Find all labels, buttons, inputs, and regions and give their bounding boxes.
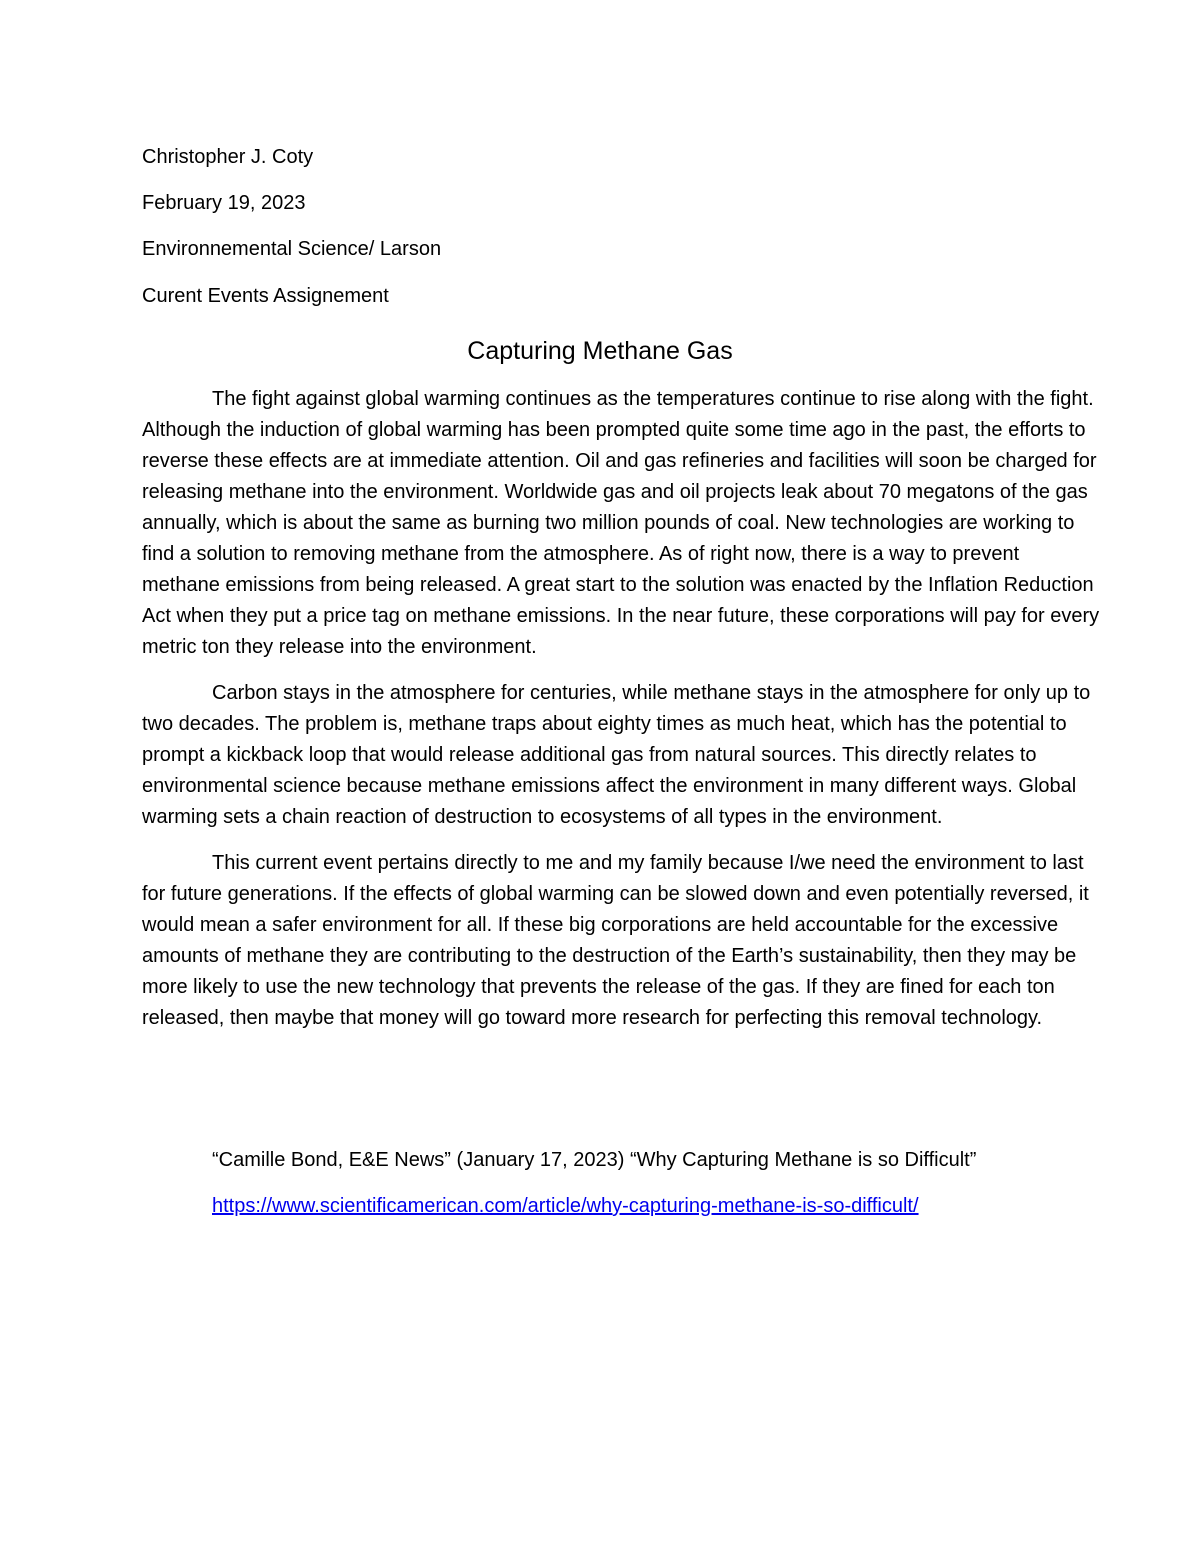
- assignment-name: Curent Events Assignement: [142, 285, 389, 307]
- citation: [212, 1148, 976, 1172]
- document-date: February 19, 2023: [142, 192, 306, 214]
- citation-date-title: (January 17, 2023) “Why Capturing Methane is so Difficult”: [456, 1149, 977, 1171]
- body-paragraph-3: This current event pertains directly to me and my family because I/we need the environment to last for future generations. If the effects of global warming can be slowed down and even potentially reversed, it would mean a safer environment for all. If these big corporations are held accountable for the excessive amounts of methane they are contributing to the destruction of the Earth’s sustainability, then they may be more likely to use the new technology that prevents the release of the gas. If they are fined for each ton released, then maybe that money will go toward more research for perfecting this removal technology.: [142, 852, 1089, 1029]
- citation-url-link[interactable]: https://www.scientificamerican.com/article/why-capturing-methane-is-so-difficult/: [212, 1195, 919, 1217]
- citation-source: “Camille Bond, E&E News”: [212, 1149, 451, 1171]
- document-title: Capturing Methane Gas: [467, 337, 733, 365]
- body-paragraph-2: Carbon stays in the atmosphere for centuries, while methane stays in the atmosphere for only up to two decades. The problem is, methane traps about eighty times as much heat, which has the potential to prompt a kickback loop that would release additional gas from natural sources. This directly relates to environmental science because methane emissions affect the environment in many different ways. Global warming sets a chain reaction of destruction to ecosystems of all types in the environment.: [142, 682, 1091, 828]
- course-name: Environnemental Science/ Larson: [142, 238, 442, 260]
- document-body: [142, 384, 1102, 1034]
- body-paragraph-1: The fight against global warming continues as the temperatures continue to rise along with the fight. Although the induction of global warming has been prompted quite some time ago in the past, the efforts to reverse these effects are at immediate attention. Oil and gas refineries and facilities will soon be charged for releasing methane into the environment. Worldwide gas and oil projects leak about 70 megatons of the gas annually, which is about the same as burning two million pounds of coal. New technologies are working to find a solution to removing methane from the atmosphere. As of right now, there is a way to prevent methane emissions from being released. A great start to the solution was enacted by the Inflation Reduction Act when they put a price tag on methane emissions. In the near future, these corporations will pay for every metric ton they release into the environment.: [142, 388, 1100, 658]
- author-name: Christopher J. Coty: [142, 146, 314, 168]
- citation-link-line: [212, 1194, 919, 1218]
